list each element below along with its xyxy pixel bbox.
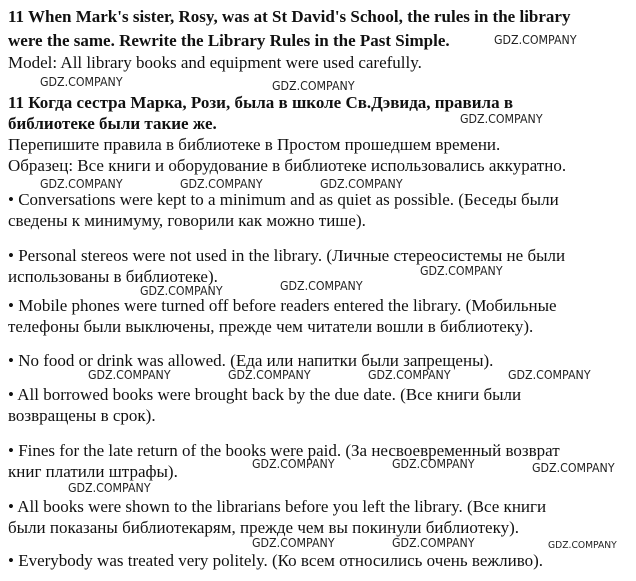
task-title-ru-line-2: библиотеке были такие же. xyxy=(8,114,217,133)
watermark: GDZ.COMPANY xyxy=(40,75,123,89)
watermark: GDZ.COMPANY xyxy=(40,177,123,191)
list-item-2-line-1: • Personal stereos were not used in the library. (Личные стереосистемы не были xyxy=(8,246,566,265)
watermark: GDZ.COMPANY xyxy=(532,461,615,475)
list-item-2-line-2: использованы в библиотеке). xyxy=(8,267,218,286)
watermark: GDZ.COMPANY xyxy=(252,536,335,550)
list-item-8-line-1: • Everybody was treated very politely. (Ко всем относились очень вежливо). xyxy=(8,551,544,570)
watermark: GDZ.COMPANY xyxy=(180,177,263,191)
watermark: GDZ.COMPANY xyxy=(140,284,223,298)
task-title-ru-line-1: 11 Когда сестра Марка, Рози, была в школе Св.Дэвида, правила в xyxy=(8,93,513,112)
task-title-en-line-1: 11 When Mark's sister, Rosy, was at St David's School, the rules in the library xyxy=(8,7,571,26)
list-item-6-line-1: • Fines for the late return of the books were paid. (За несвоевременный возврат xyxy=(8,441,560,460)
watermark: GDZ.COMPANY xyxy=(88,368,171,382)
list-item-1-line-1: • Conversations were kept to a minimum and as quiet as possible. (Беседы были xyxy=(8,190,559,209)
watermark: GDZ.COMPANY xyxy=(420,264,503,278)
watermark: GDZ.COMPANY xyxy=(272,79,355,93)
watermark: GDZ.COMPANY xyxy=(68,481,151,495)
list-item-7-line-2: были показаны библиотекарям, прежде чем вы покинули библиотеку). xyxy=(8,518,520,537)
watermark: GDZ.COMPANY xyxy=(228,368,311,382)
watermark: GDZ.COMPANY xyxy=(494,33,577,47)
list-item-1-line-2: сведены к минимуму, говорили как можно тише). xyxy=(8,211,366,230)
list-item-7-line-1: • All books were shown to the librarians before you left the library. (Все книги xyxy=(8,497,547,516)
watermark: GDZ.COMPANY xyxy=(252,457,335,471)
watermark: GDZ.COMPANY xyxy=(368,368,451,382)
model-en: Model: All library books and equipment were used carefully. xyxy=(8,53,422,72)
instruction-ru: Перепишите правила в библиотеке в Простом прошедшем времени. xyxy=(8,135,501,154)
list-item-6-line-2: книг платили штрафы). xyxy=(8,462,178,481)
watermark: GDZ.COMPANY xyxy=(508,368,591,382)
list-item-5-line-2: возвращены в срок). xyxy=(8,406,156,425)
watermark: GDZ.COMPANY xyxy=(280,279,363,293)
task-title-en-line-2: were the same. Rewrite the Library Rules in the Past Simple. xyxy=(8,31,450,50)
list-item-5-line-1: • All borrowed books were brought back by the due date. (Все книги были xyxy=(8,385,522,404)
model-ru: Образец: Все книги и оборудование в библиотеке использовались аккуратно. xyxy=(8,156,567,175)
watermark: GDZ.COMPANY xyxy=(548,540,617,551)
list-item-3-line-1: • Mobile phones were turned off before readers entered the library. (Мобильные xyxy=(8,296,557,315)
watermark: GDZ.COMPANY xyxy=(460,112,543,126)
list-item-4-line-1: • No food or drink was allowed. (Еда или напитки были запрещены). xyxy=(8,351,494,370)
watermark: GDZ.COMPANY xyxy=(392,536,475,550)
watermark: GDZ.COMPANY xyxy=(320,177,403,191)
list-item-3-line-2: телефоны были выключены, прежде чем читатели вошли в библиотеку). xyxy=(8,317,534,336)
watermark: GDZ.COMPANY xyxy=(392,457,475,471)
